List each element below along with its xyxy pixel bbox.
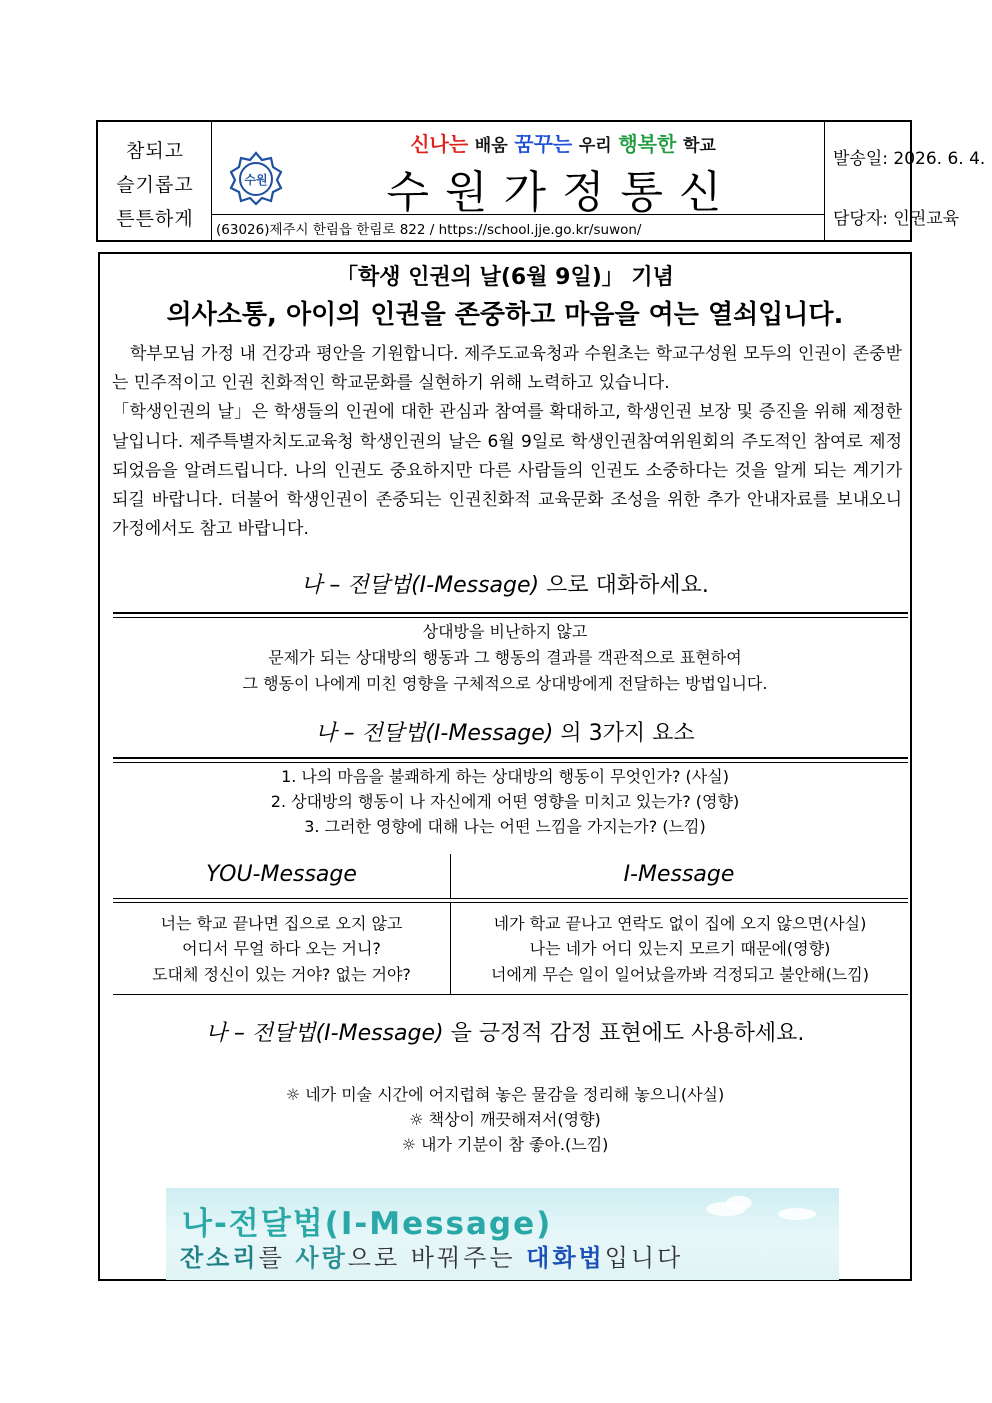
section-title-emphasis: 나 – 전달법(I-Message) xyxy=(205,1021,444,1046)
main-content xyxy=(98,252,912,1281)
slogan-word: 학교 xyxy=(682,136,716,156)
definition-line: 그 행동이 나에게 미친 영향을 구체적으로 상대방에게 전달하는 방법입니다. xyxy=(242,674,768,693)
you-message-line: 도대체 정신이 있는 거야? 없는 거야? xyxy=(152,965,411,984)
section-title-text: 의 3가지 요소 xyxy=(553,721,695,746)
manager: 담당자: 인권교육 xyxy=(833,209,960,229)
school-slogan xyxy=(308,128,818,157)
example-line: ☼ 내가 기분이 참 좋아.(느낌) xyxy=(401,1135,609,1154)
newsletter-title: 수원가정통신 xyxy=(386,167,738,218)
divider xyxy=(113,898,908,899)
section-title xyxy=(100,716,910,747)
i-message-line: 너에게 무슨 일이 일어났을까봐 걱정되고 불안해(느낌) xyxy=(491,965,869,984)
motto-line: 튼튼하게 xyxy=(116,208,194,230)
section-title xyxy=(100,568,910,599)
i-message-banner xyxy=(166,1188,839,1280)
banner-word: 대화법 xyxy=(526,1244,605,1272)
divider xyxy=(113,902,908,903)
banner-word: 사랑 xyxy=(295,1244,348,1272)
article-body xyxy=(112,340,902,544)
section-title xyxy=(100,1016,910,1047)
i-message-header: I-Message xyxy=(623,862,735,887)
divider xyxy=(113,757,908,763)
school-emblem-icon xyxy=(228,150,284,206)
slogan-word: 신나는 xyxy=(410,132,469,156)
school-address-bar xyxy=(212,214,825,240)
slogan-word: 행복한 xyxy=(618,132,677,156)
element-line: 1. 나의 마음을 불쾌하게 하는 상대방의 행동이 무엇인가? (사실) xyxy=(281,767,729,786)
divider xyxy=(113,612,908,618)
article-title-line2: 의사소통, 아이의 인권을 존중하고 마음을 여는 열쇠입니다. xyxy=(166,300,844,330)
example-line: ☼ 네가 미술 시간에 어지럽혀 놓은 물감을 정리해 놓으니(사실) xyxy=(285,1085,725,1104)
motto-line: 참되고 xyxy=(125,140,185,162)
paragraph: 「학생인권의 날」은 학생들의 인권에 대한 관심과 참여를 확대하고, 학생인권 보장 및 증진을 위해 제정한 날입니다. 제주특별자치도교육청 학생인권의 날은 6월 9일로 학생인권참여위원회의 주도적인 참여로 제정되었음을 알려드립니다. 나의 인권도 중요하지만 다른 사람들의 인권도 소중하다는 것을 알게 되는 계기가 되길 바랍니다. 더불어 학생인권이 존중되는 인권친화적 교육문화 조성을 위한 추가 안내자료를 보내오니 가정에서도 참고 바랍니다. xyxy=(112,402,902,540)
you-message-header: YOU-Message xyxy=(206,862,357,887)
slogan-word: 우리 xyxy=(578,136,612,156)
article-title-line1: 「학생 인권의 날(6월 9일)」 기념 xyxy=(336,265,674,290)
paragraph: 학부모님 가정 내 건강과 평안을 기원합니다. 제주도교육청과 수원초는 학교구성원 모두의 인권이 존중받는 민주적이고 인권 친화적인 학교문화를 실현하기 위해 노력하고 있습니다. xyxy=(112,344,902,394)
school-motto xyxy=(98,122,212,240)
i-message-line: 네가 학교 끝나고 연락도 없이 집에 오지 않으면(사실) xyxy=(493,914,867,933)
you-message-line: 너는 학교 끝나면 집으로 오지 않고 xyxy=(160,914,403,933)
school-address: (63026)제주시 한림읍 한림로 822 / https://school.jje.go.kr/suwon/ xyxy=(216,222,642,238)
divider xyxy=(113,994,908,995)
i-message-line: 나는 네가 어디 있는지 모르기 때문에(영향) xyxy=(529,939,831,958)
banner-word: 잔소리 xyxy=(180,1244,259,1272)
example-line: ☼ 책상이 깨끗해져서(영향) xyxy=(409,1110,601,1129)
emblem-text: 수원 xyxy=(244,173,268,187)
element-line: 2. 상대방의 행동이 나 자신에게 어떤 영향을 미치고 있는가? (영향) xyxy=(270,792,740,811)
banner-title: 나-전달법(I-Message) xyxy=(182,1206,553,1242)
definition-line: 상대방을 비난하지 않고 xyxy=(422,622,588,641)
banner-word: 으로 바꿔주는 xyxy=(347,1244,527,1272)
cloud-decoration xyxy=(778,1208,816,1220)
definition-line: 문제가 되는 상대방의 행동과 그 행동의 결과를 객관적으로 표현하여 xyxy=(268,648,742,667)
banner-subtitle xyxy=(180,1238,683,1273)
slogan-word: 배움 xyxy=(474,136,508,156)
section-title-emphasis: 나 – 전달법(I-Message) xyxy=(301,573,540,598)
header-meta xyxy=(825,122,986,240)
section-title-text: 을 긍정적 감정 표현에도 사용하세요. xyxy=(443,1021,805,1046)
motto-line: 슬기롭고 xyxy=(116,174,194,196)
you-message-line: 어디서 무얼 하다 오는 거니? xyxy=(182,939,381,958)
banner-word: 를 xyxy=(258,1244,296,1272)
section-title-emphasis: 나 – 전달법(I-Message) xyxy=(315,721,554,746)
issue-date: 발송일: 2026. 6. 4. xyxy=(833,149,986,169)
section-title-text: 으로 대화하세요. xyxy=(539,573,709,598)
cloud-decoration xyxy=(726,1196,752,1210)
banner-word: 입니다 xyxy=(604,1244,684,1272)
table-divider xyxy=(450,902,451,994)
header-center xyxy=(212,122,825,240)
element-line: 3. 그러한 영향에 대해 나는 어떤 느낌을 가지는가? (느낌) xyxy=(304,817,706,836)
slogan-word: 꿈꾸는 xyxy=(514,132,573,156)
newsletter-header xyxy=(96,120,986,242)
